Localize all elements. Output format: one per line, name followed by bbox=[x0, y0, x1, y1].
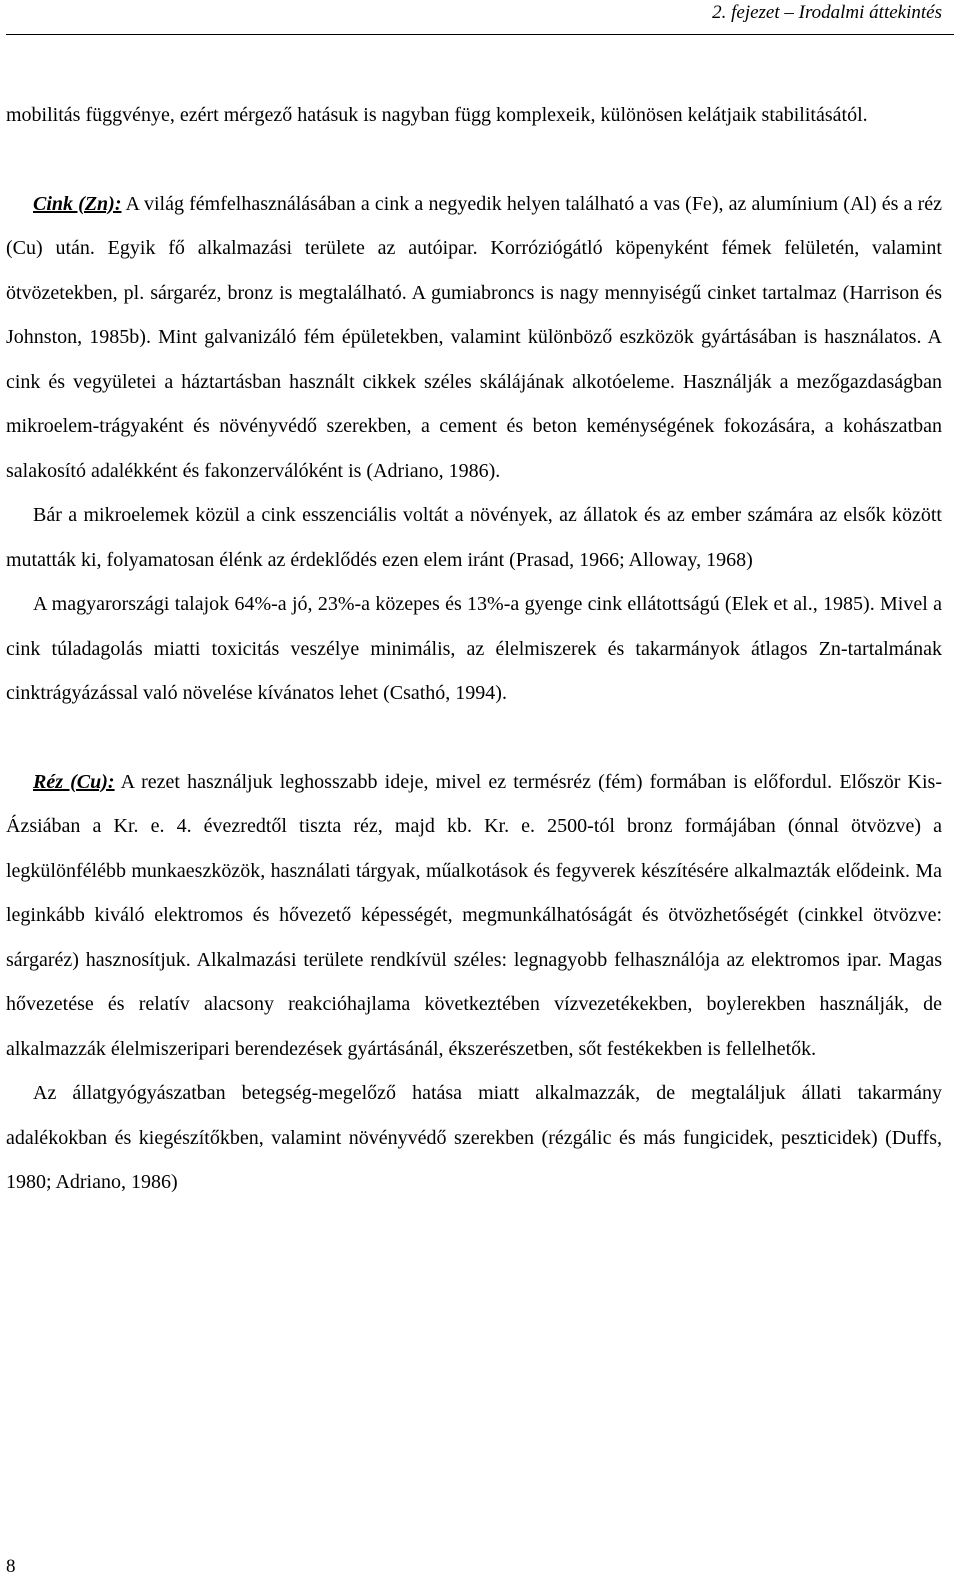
section-heading-copper: Réz (Cu): bbox=[33, 770, 115, 793]
section-heading-zinc: Cink (Zn): bbox=[33, 192, 122, 215]
paragraph-intro: mobilitás függvénye, ezért mérgező hatásuk is nagyban függ komplexeik, különösen kelátjaik stabilitásától. bbox=[6, 104, 868, 126]
page-header bbox=[0, 0, 960, 40]
running-title: 2. fejezet – Irodalmi áttekintés bbox=[712, 2, 942, 23]
paragraph-copper bbox=[6, 760, 942, 1072]
document-body bbox=[6, 93, 942, 1205]
paragraph-gap bbox=[6, 716, 942, 760]
paragraph-zinc-soils: A magyarországi talajok 64%-a jó, 23%-a közepes és 13%-a gyenge cink ellátottságú (Elek et al., 1985). Mivel a cink túladagolás miatti toxicitás veszélye minimális, az élelmiszerek és takarmányok átlagos Zn-tartalmának cinktrágyázással való növelése kívánatos lehet (Csathó, 1994). bbox=[6, 593, 942, 704]
paragraph-zinc-text: A világ fémfelhasználásában a cink a negyedik helyen található a vas (Fe), az alumínium (Al) és a réz (Cu) után. Egyik fő alkalmazási területe az autóipar. Korróziógátló köpenyként fémek felületén, valamint ötvözetekben, pl. sárgaréz, bronz is megtalálható. A gumiabroncs is nagy mennyiségű cinket tartalmaz (Harrison és Johnston, 1985b). Mint galvanizáló fém épületekben, valamint különböző eszközök gyártásában is használatos. A cink és vegyületei a háztartásban használt cikkek széles skálájának alkotóeleme. Használják a mezőgazdaságban mikroelem-trágyaként és növényvédő szerekben, a cement és beton keménységének fokozására, a kohászatban salakosító adalékként és fakonzerválóként is (Adriano, 1986). bbox=[6, 192, 942, 482]
header-divider bbox=[6, 34, 954, 35]
page-number: 8 bbox=[6, 1556, 16, 1577]
paragraph-zinc-essential: Bár a mikroelemek közül a cink esszenciális voltát a növények, az állatok és az ember számára az elsők között mutatták ki, folyamatosan élénk az érdeklődés ezen elem iránt (Prasad, 1966; Alloway, 1968) bbox=[6, 504, 942, 571]
paragraph-zinc bbox=[6, 182, 942, 494]
paragraph-copper-veterinary: Az állatgyógyászatban betegség-megelőző hatása miatt alkalmazzák, de megtaláljuk állati takarmány adalékokban és kiegészítőkben, valamint növényvédő szerekben (rézgálic és más fungicidek, peszticidek) (Duffs, 1980; Adriano, 1986) bbox=[6, 1082, 942, 1193]
paragraph-copper-text: A rezet használjuk leghosszabb ideje, mivel ez termésréz (fém) formában is előfordul. Először Kis-Ázsiában a Kr. e. 4. évezredtől tiszta réz, majd kb. Kr. e. 2500-tól bronz formájában (ónnal ötvözve) a legkülönfélébb munkaeszközök, használati tárgyak, műalkotások és fegyverek készítésére alkalmazták elődeink. Ma leginkább kiváló elektromos és hővezető képességét, megmunkálhatóságát és ötvözhetőségét (cinkkel ötvözve: sárgaréz) hasznosítjuk. Alkalmazási területe rendkívül széles: legnagyobb felhasználója az elektromos ipar. Magas hővezetése és relatív alacsony reakcióhajlama következtében vízvezetékekben, boylerekben használják, de alkalmazzák élelmiszeripari berendezések gyártásánál, ékszerészetben, sőt festékekben is fellelhetők. bbox=[6, 770, 942, 1060]
paragraph-gap bbox=[6, 138, 942, 182]
